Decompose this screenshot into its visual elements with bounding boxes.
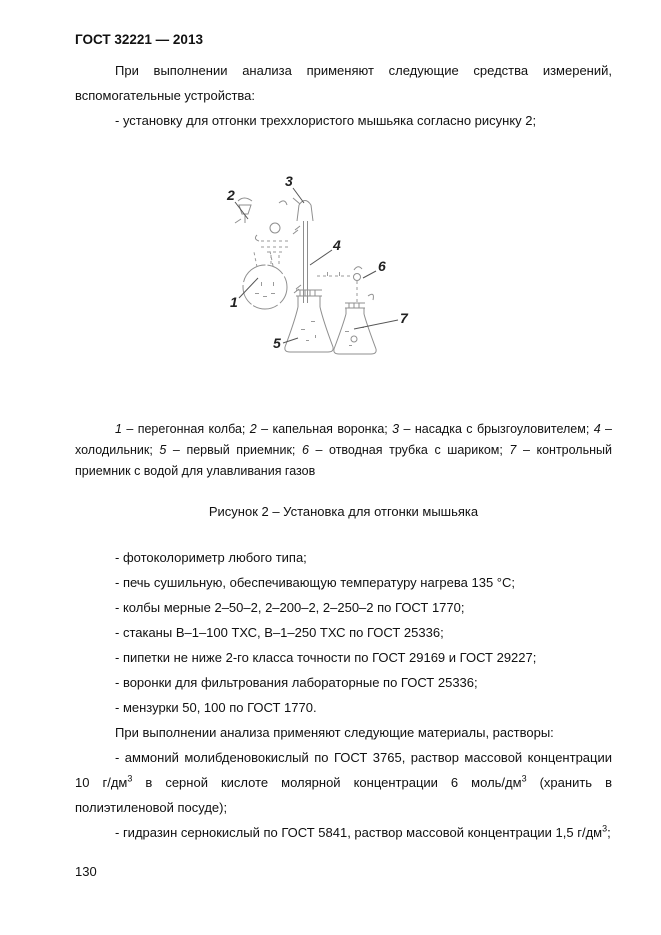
equipment-item: - пипетки не ниже 2-го класса точности по ГОСТ 29169 и ГОСТ 29227; (115, 650, 537, 665)
intro-paragraph: При выполнении анализа применяют следующие средства измерений, вспомогательные устройства: (75, 63, 612, 103)
legend-num-7: 7 (509, 443, 517, 457)
joint-assembly-shape (255, 201, 289, 265)
materials-item-hydrazine (75, 820, 612, 845)
legend-text-3: – насадка с брызгоуловителем; (399, 422, 594, 436)
legend-text-7: – контрольный приемник с водой для улавливания газов (75, 443, 612, 478)
materials-section (75, 720, 612, 845)
legend-num-3: 3 (392, 422, 400, 436)
intro-list-item: - установку для отгонки треххлористого мышьяка согласно рисунку 2; (115, 113, 537, 128)
svg-text:1: 1 (230, 294, 238, 310)
first-receiver-flask-shape (285, 290, 333, 352)
control-receiver-flask-shape (334, 294, 376, 354)
equipment-item: - колбы мерные 2–50–2, 2–200–2, 2–250–2 по ГОСТ 1770; (115, 600, 465, 615)
figure-label-4 (310, 237, 341, 265)
figure-label-3 (285, 173, 304, 203)
equipment-item: - мензурки 50, 100 по ГОСТ 1770. (115, 700, 317, 715)
svg-text:3: 3 (285, 173, 293, 189)
flask-content-dots (255, 282, 275, 297)
figure-legend (75, 419, 612, 482)
legend-num-5: 5 (159, 443, 167, 457)
svg-text:4: 4 (333, 237, 341, 253)
materials-item-ammonium (75, 745, 612, 820)
superscript-3: 3 (521, 773, 527, 784)
legend-text-4: – холодильник; (75, 422, 613, 457)
equipment-item: - воронки для фильтрования лабораторные по ГОСТ 25336; (115, 675, 478, 690)
figure-caption: Рисунок 2 – Установка для отгонки мышьяка (208, 504, 479, 519)
equipment-item: - стаканы В–1–100 ТХС, В–1–250 ТХС по ГОСТ 25336; (115, 625, 444, 640)
figure-label-7 (354, 310, 409, 329)
equipment-item: - печь сушильную, обеспечивающую температуру нагрева 135 °С; (115, 575, 515, 590)
figure-label-5 (273, 335, 298, 351)
svg-text:6: 6 (378, 258, 386, 274)
hydrazine-text-2: ; (607, 825, 611, 840)
equipment-item: - фотоколориметр любого типа; (115, 550, 307, 565)
figure-2-diagram (187, 155, 477, 407)
page-number: 130 (75, 864, 97, 879)
figure-label-6 (363, 258, 386, 278)
legend-text-1: – перегонная колба; (121, 422, 250, 436)
legend-num-2: 2 (249, 422, 257, 436)
hydrazine-text-1: - гидразин сернокислый по ГОСТ 5841, раствор массовой концентрации 1,5 г/дм (115, 825, 603, 840)
legend-text-6: – отводная трубка с шариком; (308, 443, 510, 457)
equipment-list (75, 545, 612, 720)
apparatus-sketch (187, 155, 477, 407)
ammonium-text-3: (хранить в полиэтиленовой посуде); (75, 775, 612, 815)
legend-num-6: 6 (301, 443, 309, 457)
superscript-3: 3 (127, 773, 133, 784)
outlet-tube-shape (317, 267, 362, 302)
ammonium-text-1: - аммоний молибденовокислый по ГОСТ 3765, раствор массовой концентрации 10 г/дм (75, 750, 612, 790)
materials-intro: При выполнении анализа применяют следующие материалы, растворы: (115, 725, 554, 740)
legend-text-2: – капельная воронка; (256, 422, 393, 436)
legend-text-5: – первый приемник; (166, 443, 302, 457)
dropping-funnel-shape (235, 198, 252, 223)
legend-num-4: 4 (593, 422, 601, 436)
svg-text:7: 7 (400, 310, 408, 326)
svg-text:2: 2 (227, 187, 235, 203)
ammonium-text-2: в серной кислоте молярной концентрации 6 моль/дм (132, 775, 522, 790)
legend-num-1: 1 (115, 422, 122, 436)
svg-text:5: 5 (273, 335, 281, 351)
figure-label-2 (226, 187, 248, 219)
document-header: ГОСТ 32221 — 2013 (75, 32, 203, 47)
superscript-3: 3 (602, 823, 608, 834)
